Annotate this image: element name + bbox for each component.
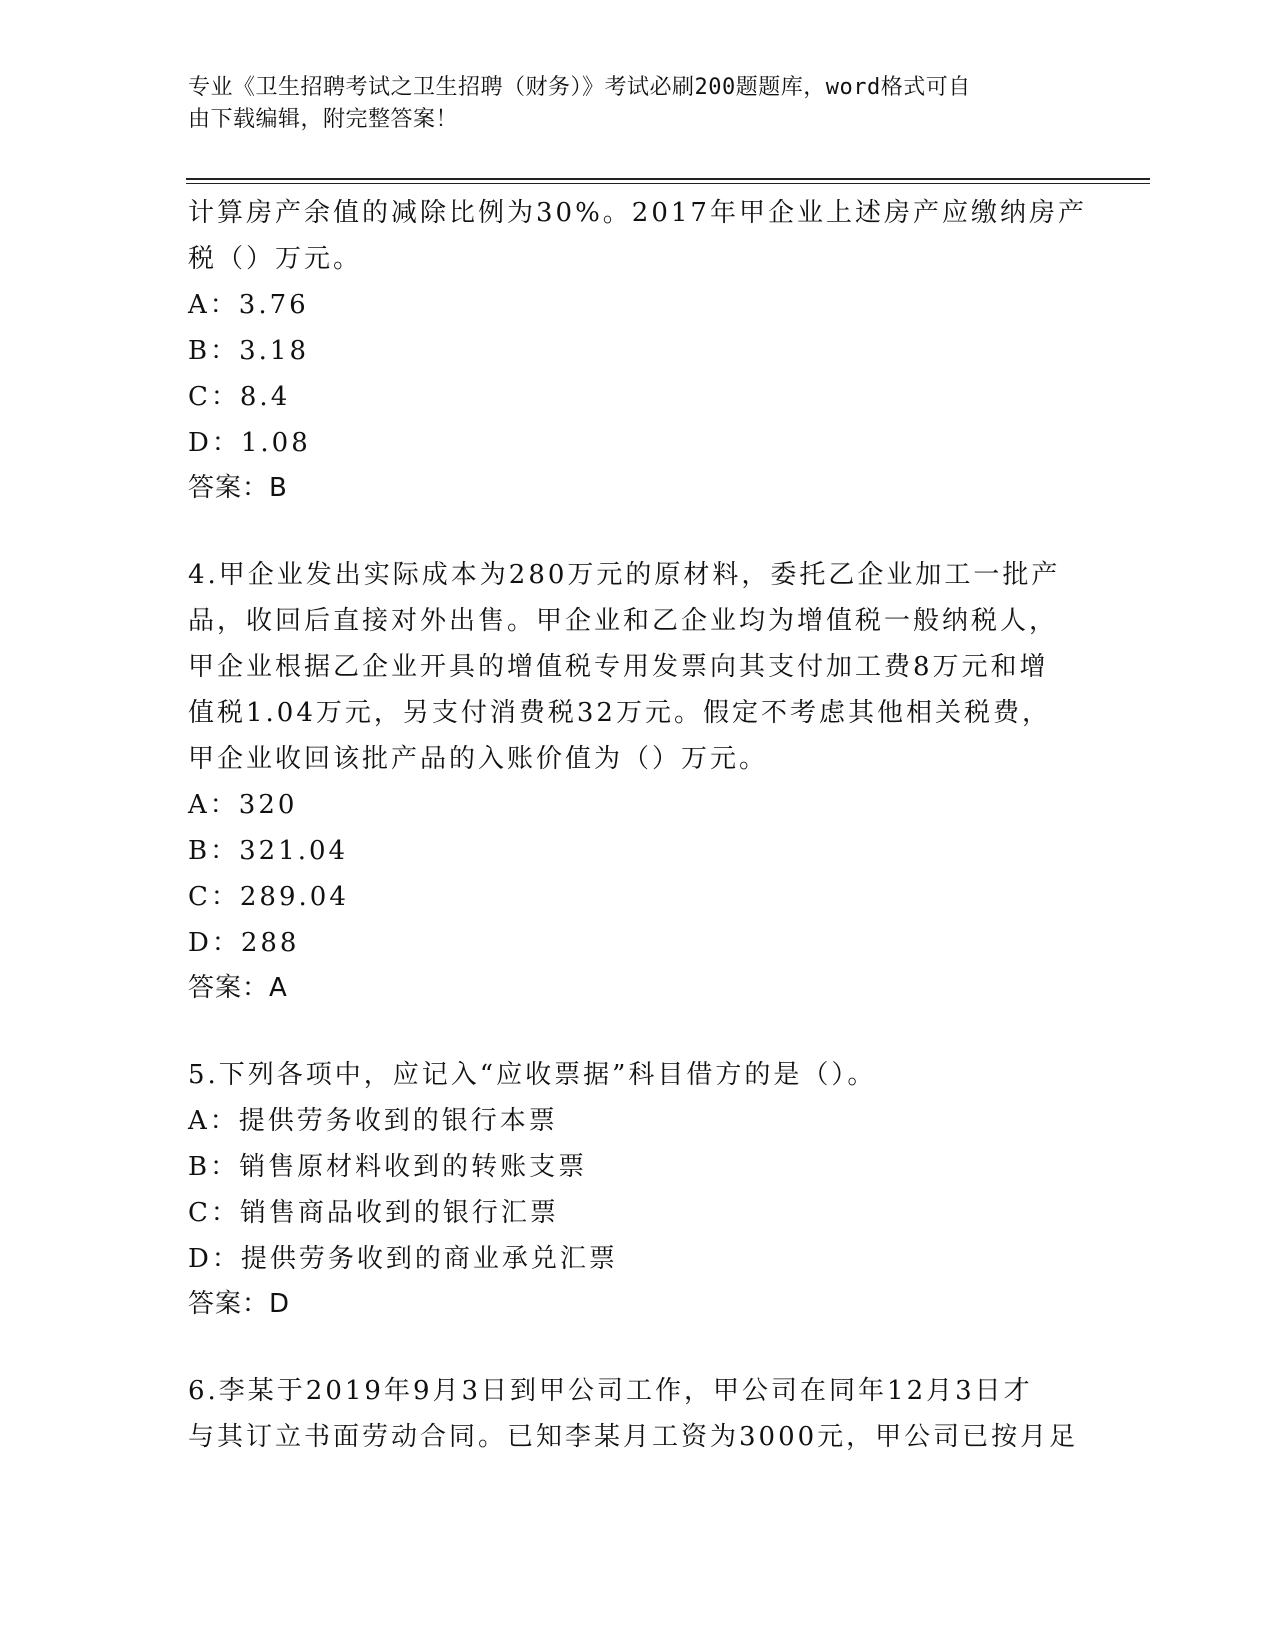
answer-line: 答案：B [188, 473, 288, 503]
question-text-line: 6.李某于2019年9月3日到甲公司工作，甲公司在同年12月3日才 [188, 1376, 1033, 1406]
option-c: C：销售商品收到的银行汇票 [188, 1198, 559, 1228]
answer-line: 答案：A [188, 973, 288, 1003]
option-d: D：1.08 [188, 428, 311, 458]
question-text-line: 与其订立书面劳动合同。已知李某月工资为3000元，甲公司已按月足 [188, 1422, 1079, 1452]
option-c: C：289.04 [188, 882, 349, 912]
option-a: A：320 [188, 790, 298, 820]
document-header [188, 72, 1068, 136]
question-6 [188, 1368, 1088, 1460]
question-continued [188, 190, 1088, 510]
header-divider-thin [186, 183, 1150, 184]
header-line-1: 专业《卫生招聘考试之卫生招聘（财务）》考试必刷200题题库，word格式可自 [188, 75, 971, 100]
header-divider-thick [186, 178, 1150, 180]
question-text-line: 计算房产余值的减除比例为30%。2017年甲企业上述房产应缴纳房产 [188, 198, 1087, 228]
question-4 [188, 552, 1088, 1010]
question-text-line: 4.甲企业发出实际成本为280万元的原材料，委托乙企业加工一批产 [188, 560, 1061, 590]
question-text-line: 税（）万元。 [188, 244, 363, 274]
question-text-line: 甲企业收回该批产品的入账价值为（）万元。 [188, 744, 769, 774]
option-a: A：3.76 [188, 290, 309, 320]
question-text-line: 甲企业根据乙企业开具的增值税专用发票向其支付加工费8万元和增 [188, 652, 1049, 682]
question-text-line: 值税1.04万元，另支付消费税32万元。假定不考虑其他相关税费， [188, 698, 1051, 728]
document-body [188, 190, 1088, 1460]
option-d: D：提供劳务收到的商业承兑汇票 [188, 1244, 618, 1274]
question-5 [188, 1052, 1088, 1326]
option-a: A：提供劳务收到的银行本票 [188, 1106, 558, 1136]
option-d: D：288 [188, 928, 300, 958]
option-b: B：321.04 [188, 836, 349, 866]
question-text-line: 品，收回后直接对外出售。甲企业和乙企业均为增值税一般纳税人， [188, 606, 1059, 636]
header-line-2: 由下载编辑，附完整答案！ [188, 107, 459, 132]
answer-line: 答案：D [188, 1289, 291, 1319]
option-c: C：8.4 [188, 382, 291, 412]
question-text-line: 5.下列各项中，应记入“应收票据”科目借方的是（）。 [188, 1060, 877, 1090]
option-b: B：销售原材料收到的转账支票 [188, 1152, 588, 1182]
option-b: B：3.18 [188, 336, 309, 366]
